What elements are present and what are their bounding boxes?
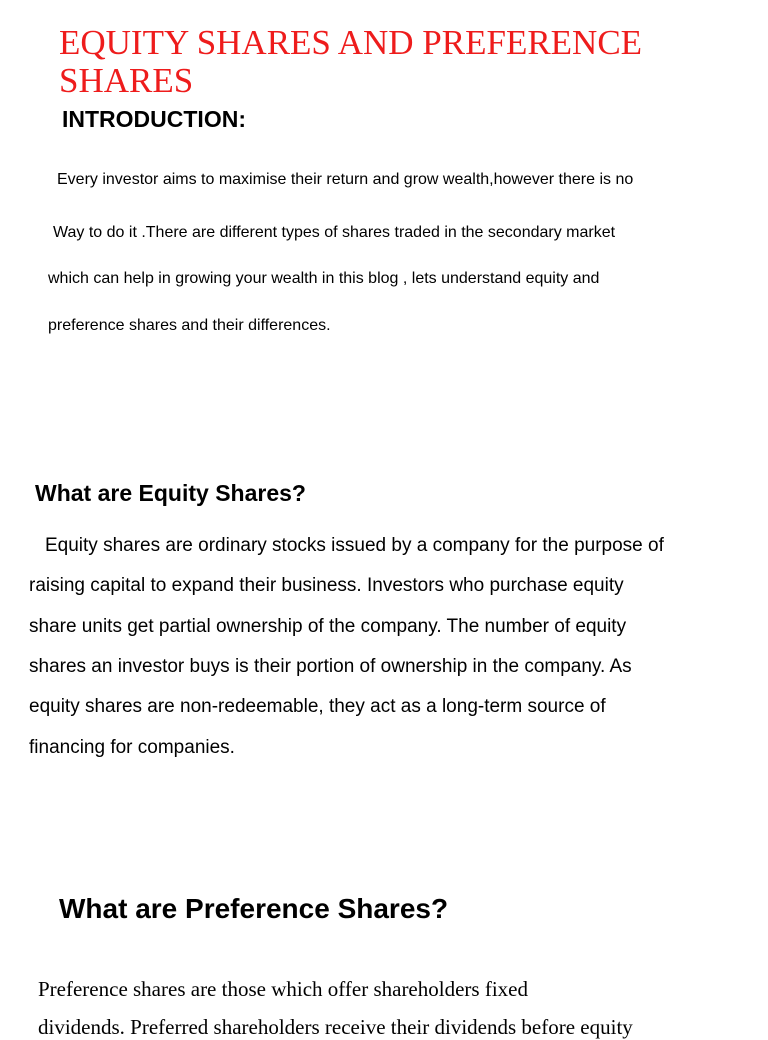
equity-paragraph-line-6: financing for companies. (29, 737, 235, 758)
equity-paragraph-line-5: equity shares are non-redeemable, they act as a long-term source of (29, 696, 606, 717)
introduction-line-2: Way to do it .There are different types of shares traded in the secondary market (53, 224, 616, 241)
preference-paragraph-line-1: Preference shares are those which offer shareholders fixed (38, 977, 528, 1001)
document-title: EQUITY SHARES AND PREFERENCE SHARES (59, 23, 643, 100)
preference-shares-heading: What are Preference Shares? (59, 893, 449, 924)
introduction-line-4: preference shares and their differences. (48, 317, 331, 334)
equity-paragraph-line-3: share units get partial ownership of the company. The number of equity (29, 616, 627, 637)
equity-shares-heading: What are Equity Shares? (35, 480, 306, 506)
introduction-line-1: Every investor aims to maximise their return and grow wealth,however there is no (57, 171, 634, 188)
equity-paragraph-line-1: Equity shares are ordinary stocks issued by a company for the purpose of (45, 535, 664, 556)
preference-paragraph-line-2: dividends. Preferred shareholders receive their dividends before equity (38, 1015, 633, 1039)
introduction-line-3: which can help in growing your wealth in this blog , lets understand equity and (48, 270, 600, 287)
introduction-heading: INTRODUCTION: (62, 106, 246, 132)
equity-paragraph-line-2: raising capital to expand their business. Investors who purchase equity (29, 575, 624, 596)
equity-paragraph-line-4: shares an investor buys is their portion of ownership in the company. As (29, 656, 632, 677)
